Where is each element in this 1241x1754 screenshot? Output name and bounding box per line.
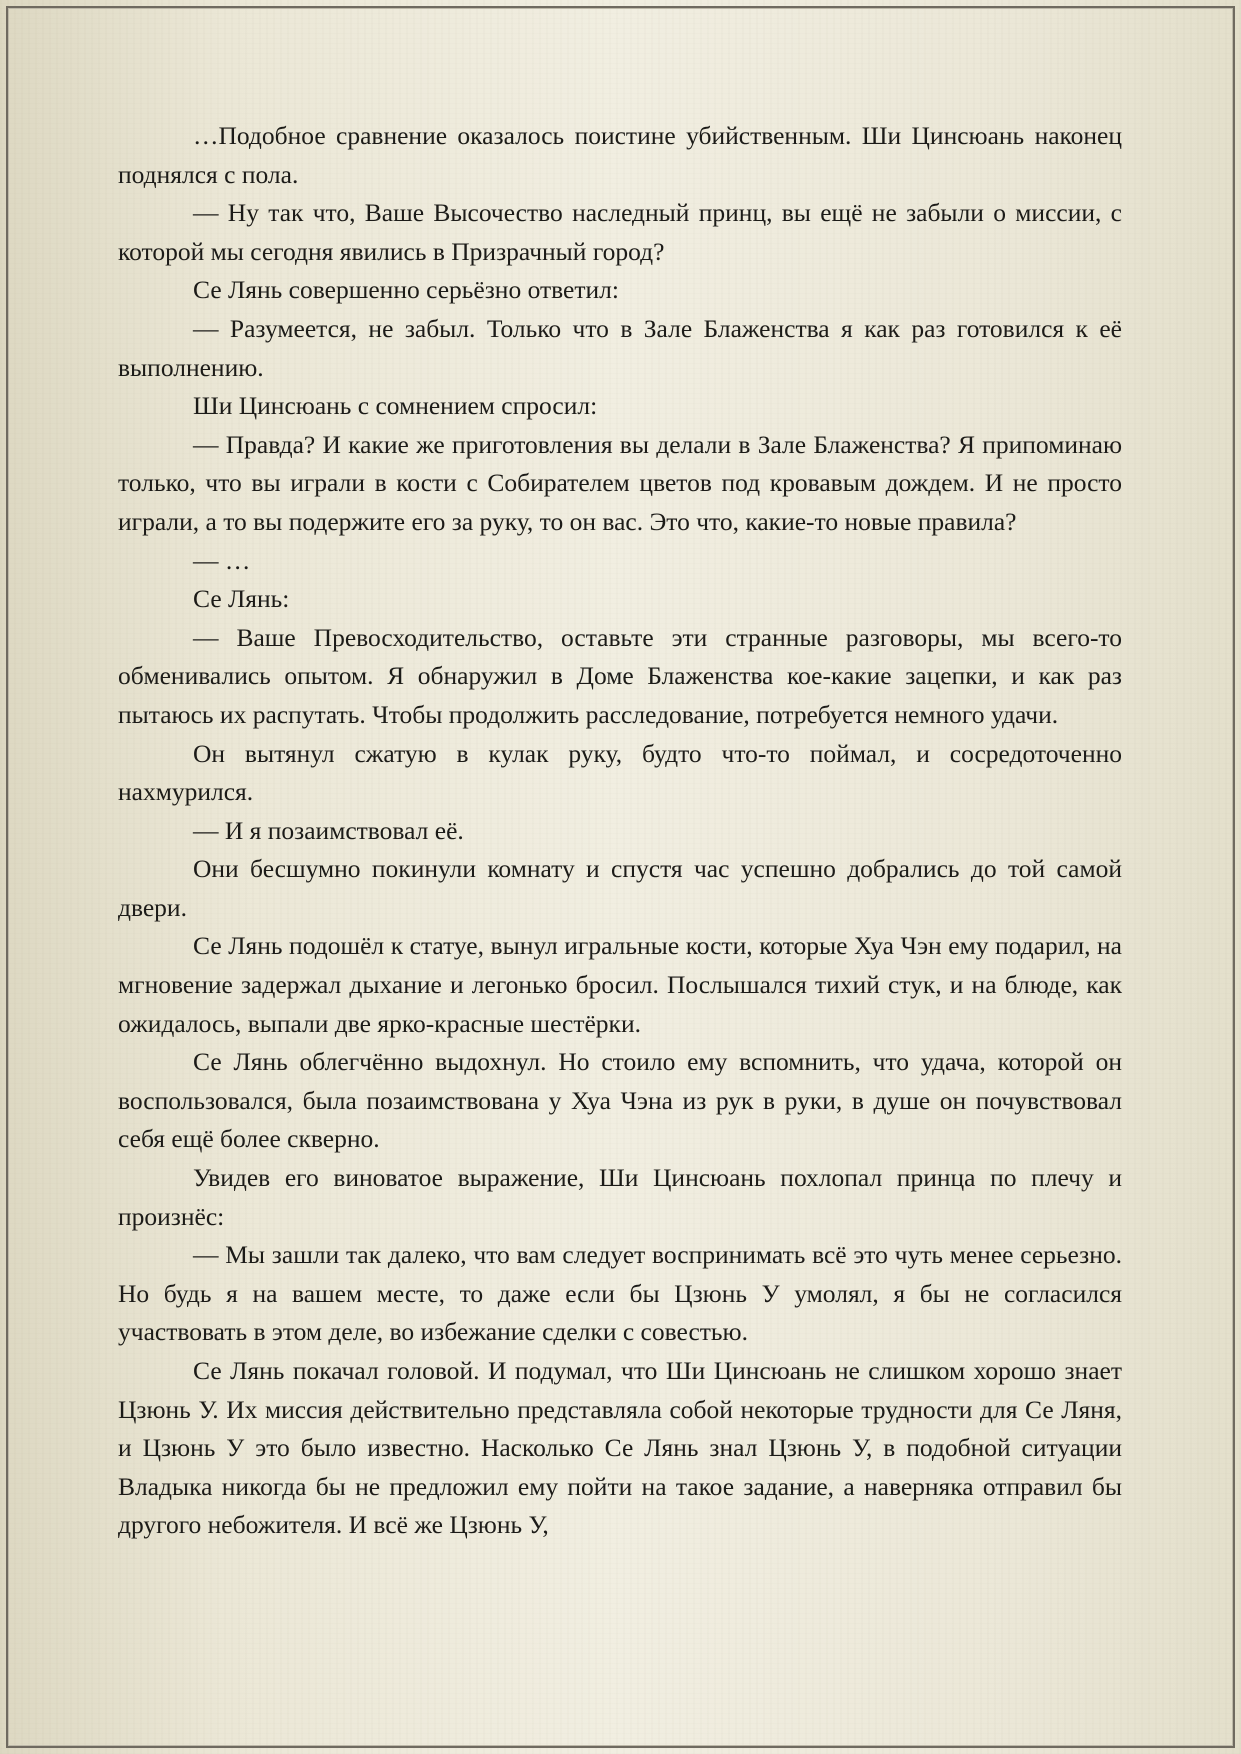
paragraph-8: Се Лянь:: [193, 584, 290, 614]
paragraph-7: — …: [193, 545, 251, 575]
paragraph-1: …Подобное сравнение оказалось поистине убийственным. Ши Цинсюань наконец поднялся с пола.: [118, 121, 1122, 189]
paragraph-6: — Правда? И какие же приготовления вы делали в Зале Блаженства? Я припоминаю только, что вы играли в кости с Собирателем цветов под кровавым дождем. И не просто играли, а то вы подержите его за руку, то он вас. Это что, какие-то новые правила?: [118, 429, 1122, 536]
paragraph-11: — И я позаимствовал её.: [193, 815, 464, 845]
paragraph-16: — Мы зашли так далеко, что вам следует воспринимать всё это чуть менее серьезно. Но будь я на вашем месте, то даже если бы Цзюнь У умолял, я бы не согласился участвовать в этом деле, во избежание сделки с совестью.: [118, 1240, 1122, 1347]
paragraph-5: Ши Цинсюань с сомнением спросил:: [193, 391, 598, 421]
paragraph-14: Се Лянь облегчённо выдохнул. Но стоило ему вспомнить, что удача, которой он воспользовался, была позаимствована у Хуа Чэна из рук в руки, в душе он почувствовал себя ещё более скверно.: [118, 1047, 1122, 1154]
paragraph-4: — Разумеется, не забыл. Только что в Зале Блаженства я как раз готовился к её выполнению.: [118, 313, 1122, 382]
paragraph-2: — Ну так что, Ваше Высочество наследный принц, вы ещё не забыли о миссии, с которой мы сегодня явились в Призрачный город?: [118, 198, 1122, 266]
paragraph-13: Се Лянь подошёл к статуе, вынул игральные кости, которые Хуа Чэн ему подарил, на мгновение задержал дыхание и легонько бросил. Послышался тихий стук, и на блюде, как ожидалось, выпали две ярко-красные шестёрки.: [118, 931, 1122, 1038]
paragraph-17: Се Лянь покачал головой. И подумал, что Ши Цинсюань не слишком хорошо знает Цзюнь У. Их миссия действительно представляла собой некоторые трудности для Се Ляня, и Цзюнь У это было известно. Насколько Се Лянь знал Цзюнь У, в подобной ситуации Владыка никогда бы не предложил ему пойти на такое задание, а наверняка отправил бы другого небожителя. И всё же Цзюнь У,: [118, 1356, 1122, 1540]
paragraph-12: Они бесшумно покинули комнату и спустя час успешно добрались до той самой двери.: [118, 854, 1122, 922]
text-column: [118, 117, 1122, 1545]
paragraph-10: Он вытянул сжатую в кулак руку, будто что-то поймал, и сосредоточенно нахмурился.: [118, 738, 1122, 807]
paragraph-3: Се Лянь совершенно серьёзно ответил:: [193, 275, 619, 305]
paragraph-15: Увидев его виноватое выражение, Ши Цинсюань похлопал принца по плечу и произнёс:: [118, 1163, 1122, 1231]
paragraph-9: — Ваше Превосходительство, оставьте эти странные разговоры, мы всего-то обменивались опытом. Я обнаружил в Доме Блаженства кое-какие зацепки, и как раз пытаюсь их распутать. Чтобы продолжить расследование, потребуется немного удачи.: [118, 622, 1122, 729]
